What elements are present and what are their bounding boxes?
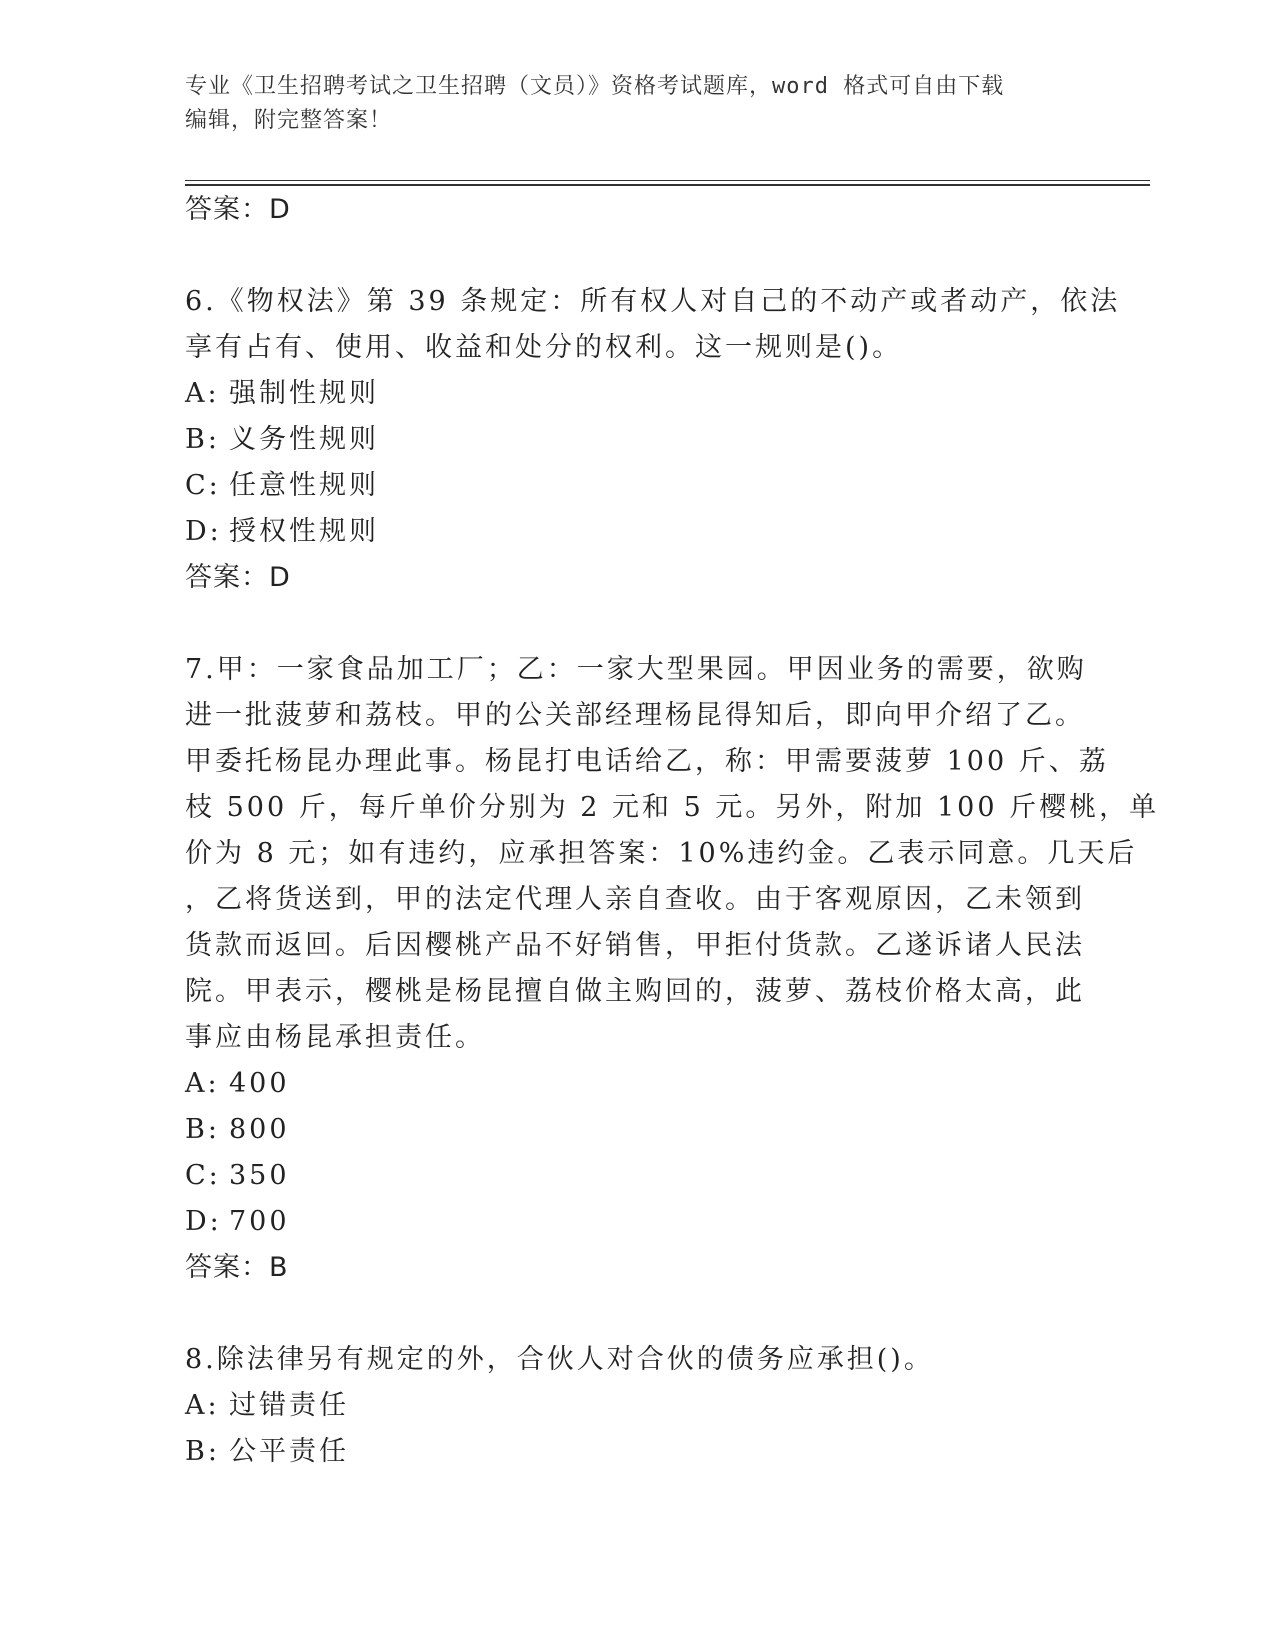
header-divider-thin xyxy=(185,180,1150,181)
option-key: C: xyxy=(185,470,221,501)
option-a xyxy=(185,1061,1085,1107)
option-a xyxy=(185,1383,1085,1429)
question-stem-line: 货款而返回。后因樱桃产品不好销售，甲拒付货款。乙遂诉诸人民法 xyxy=(185,930,1085,961)
option-key: A: xyxy=(185,378,220,409)
option-key: D: xyxy=(185,1206,222,1237)
option-a xyxy=(185,371,1085,417)
header-line-1: 专业《卫生招聘考试之卫生招聘（文员）》资格考试题库，word 格式可自由下载 xyxy=(185,74,1005,99)
option-text: 过错责任 xyxy=(229,1390,349,1421)
question-stem-line: 7.甲：一家食品加工厂；乙：一家大型果园。甲因业务的需要，欲购 xyxy=(185,654,1087,685)
question-stem-line: 8.除法律另有规定的外，合伙人对合伙的债务应承担()。 xyxy=(185,1344,934,1375)
option-c xyxy=(185,463,1085,509)
question-stem-line: 6.《物权法》第 39 条规定：所有权人对自己的不动产或者动产，依法 xyxy=(185,286,1121,317)
option-text: 义务性规则 xyxy=(229,424,379,455)
option-key: A: xyxy=(185,1068,220,1099)
question-stem-line: 价为 8 元；如有违约，应承担答案：10%违约金。乙表示同意。几天后 xyxy=(185,838,1138,869)
option-text: 350 xyxy=(229,1160,290,1191)
option-b xyxy=(185,1429,1085,1475)
option-text: 授权性规则 xyxy=(229,516,379,547)
question-7 xyxy=(185,647,1160,1291)
option-b xyxy=(185,1107,1085,1153)
option-text: 700 xyxy=(229,1206,290,1237)
spacer xyxy=(185,1291,1085,1337)
question-stem-line: ，乙将货送到，甲的法定代理人亲自查收。由于客观原因，乙未领到 xyxy=(185,884,1085,915)
question-content xyxy=(185,187,1160,1475)
option-d xyxy=(185,1199,1085,1245)
question-8 xyxy=(185,1337,1085,1475)
spacer xyxy=(185,233,1085,279)
answer-q6: 答案：D xyxy=(185,562,291,593)
option-d xyxy=(185,509,1085,555)
document-header xyxy=(185,70,1065,138)
question-stem-line: 枝 500 斤，每斤单价分别为 2 元和 5 元。另外，附加 100 斤樱桃，单 xyxy=(185,792,1160,823)
answer-q7: 答案：B xyxy=(185,1252,289,1283)
option-c xyxy=(185,1153,1085,1199)
spacer xyxy=(185,601,1085,647)
option-text: 强制性规则 xyxy=(229,378,379,409)
option-key: B: xyxy=(185,424,220,455)
option-text: 400 xyxy=(229,1068,290,1099)
question-stem-line: 享有占有、使用、收益和处分的权利。这一规则是()。 xyxy=(185,332,903,363)
question-stem-line: 甲委托杨昆办理此事。杨昆打电话给乙，称：甲需要菠萝 100 斤、荔 xyxy=(185,746,1109,777)
question-stem-line: 进一批菠萝和荔枝。甲的公关部经理杨昆得知后，即向甲介绍了乙。 xyxy=(185,700,1085,731)
option-text: 任意性规则 xyxy=(229,470,379,501)
option-key: C: xyxy=(185,1160,221,1191)
option-key: B: xyxy=(185,1114,220,1145)
question-stem-line: 院。甲表示，樱桃是杨昆擅自做主购回的，菠萝、荔枝价格太高，此 xyxy=(185,976,1085,1007)
option-key: A: xyxy=(185,1390,220,1421)
header-line-2: 编辑，附完整答案！ xyxy=(185,108,393,133)
option-b xyxy=(185,417,1085,463)
question-stem-line: 事应由杨昆承担责任。 xyxy=(185,1022,485,1053)
option-key: D: xyxy=(185,516,222,547)
header-divider-thick xyxy=(185,184,1150,186)
option-text: 公平责任 xyxy=(229,1436,349,1467)
option-key: B: xyxy=(185,1436,220,1467)
option-text: 800 xyxy=(229,1114,290,1145)
question-6 xyxy=(185,279,1121,601)
answer-q5: 答案：D xyxy=(185,194,291,225)
